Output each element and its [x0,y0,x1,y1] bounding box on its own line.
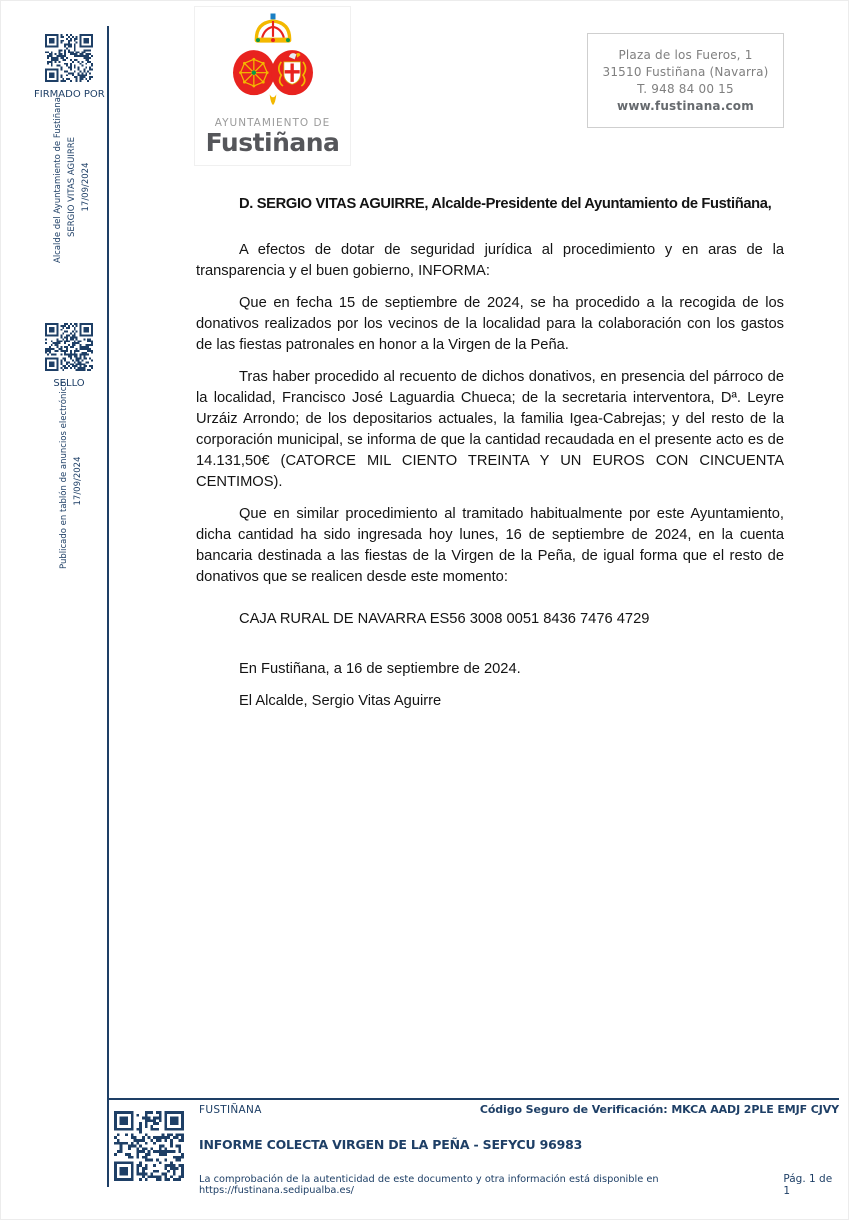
date-line: En Fustiñana, a 16 de septiembre de 2024. [239,661,521,677]
qr-code-icon [114,1111,184,1181]
paragraph: A efectos de dotar de seguridad jurídica al procedimiento y en aras de la transparencia y el buen gobierno, INFORMA: [196,242,784,279]
firmado-por-label: FIRMADO POR [34,89,105,100]
document-body [196,194,784,723]
contact-info-box [587,33,784,128]
verification-code: Código Seguro de Verificación: MKCA AADJ 2PLE EMJF CJVY [479,1103,839,1116]
signature-line: El Alcalde, Sergio Vitas Aguirre [239,693,442,709]
signature-stamp-block [34,34,104,101]
municipal-coat-of-arms-icon [223,11,323,111]
signer-name: SERGIO VITAS AGUIRRE [67,136,77,238]
website-url: www.fustinana.com [617,98,754,113]
footer-municipality: FUSTIÑANA [199,1104,262,1116]
address-line-2: 31510 Fustiñana (Navarra) [602,64,769,79]
signer-info-rotated [51,97,103,263]
authenticity-note: La comprobación de la autenticidad de este documento y otra información está disponible en https://fustinana.sedipualba.es/ [199,1174,659,1196]
municipality-logo [194,6,351,166]
document-title: INFORME COLECTA VIRGEN DE LA PEÑA - SEFYCU 96983 [199,1137,583,1152]
qr-code-icon [45,323,93,371]
publication-text: Publicado en tablón de anuncios electrónico [59,381,69,569]
paragraph: Tras haber procedido al recuento de dichos donativos, en presencia del párroco de la localidad, Francisco José Laguardia Chueca; de la secretaria interventora, Dª. Leyre Urzáiz Arrondo; de los depositarios actuales, la familia Igea-Cabrejas; y del resto de la corporación municipal, se informa de que la cantidad recaudada en el presente acto es de 14.131,50€ (CATORCE MIL CIENTO TREINTA Y UN EUROS CON CINCUENTA CENTIMOS). [196,369,784,490]
org-type-label: AYUNTAMIENTO DE [214,117,331,129]
seal-stamp-block [34,323,104,390]
seal-date: 17/09/2024 [73,456,83,506]
paragraph: Que en fecha 15 de septiembre de 2024, se ha procedido a la recogida de los donativos realizados por los vecinos de la localidad para la colaboración con los gastos de las fiestas patronales en honor a la Virgen de la Peña. [196,295,784,353]
paragraph: Que en similar procedimiento al tramitado habitualmente por este Ayuntamiento, dicha cantidad ha sido ingresada hoy lunes, 16 de septiembre de 2024, en la cuenta bancaria destinada a las fiestas de la Virgen de la Peña, de igual forma que el resto de donativos que se realicen desde este momento: [196,506,784,585]
municipality-name: Fustiñana [205,128,340,157]
bank-account-line: CAJA RURAL DE NAVARRA ES56 3008 0051 8436 7476 4729 [239,611,650,627]
address-line-1: Plaza de los Fueros, 1 [618,47,753,62]
signer-role: Alcalde del Ayuntamiento de Fustiñana [53,97,63,263]
sidebar-divider [107,26,109,1187]
phone-number: T. 948 84 00 15 [637,81,734,96]
footer-divider [107,1098,839,1100]
footer [199,1103,839,1197]
page-number: Pág. 1 de 1 [783,1173,833,1197]
sello-label: SELLO [53,378,85,389]
signature-date: 17/09/2024 [81,162,91,212]
document-heading: D. SERGIO VITAS AGUIRRE, Alcalde-Presidente del Ayuntamiento de Fustiñana, [239,196,772,212]
qr-code-icon [45,34,93,82]
